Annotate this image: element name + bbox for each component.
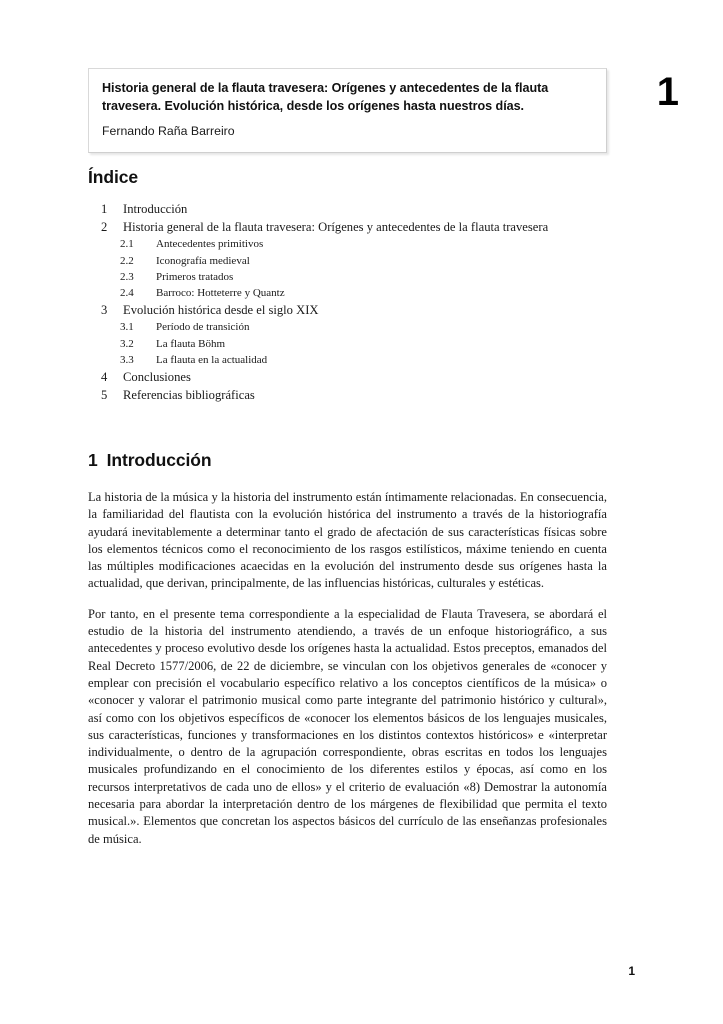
page-number: 1: [628, 964, 635, 978]
toc-entry-label: Período de transición: [156, 321, 250, 334]
toc-entry[interactable]: [88, 304, 608, 317]
section-body: [88, 489, 607, 848]
section-title: Introducción: [106, 450, 212, 470]
toc-entry[interactable]: [88, 389, 608, 402]
section-heading: [88, 450, 211, 471]
toc-entry-number: 3.3: [120, 353, 134, 366]
toc-entry[interactable]: [88, 239, 608, 250]
toc-entry-number: 5: [101, 388, 108, 403]
toc-entry-label: La flauta Böhm: [156, 337, 226, 350]
toc-entry[interactable]: [88, 203, 608, 216]
toc-entry-label: Barroco: Hotteterre y Quantz: [156, 286, 285, 299]
title-block: [88, 68, 607, 153]
toc-entry-number: 4: [101, 369, 108, 384]
toc-entry-number: 2: [101, 220, 108, 235]
toc-entry[interactable]: [88, 288, 608, 299]
toc-entry-label: La flauta en la actualidad: [156, 353, 268, 366]
toc-entry[interactable]: [88, 256, 608, 267]
toc-entry-label: Iconografía medieval: [156, 254, 250, 267]
toc-entry-label: Evolución histórica desde el siglo XIX: [123, 303, 319, 318]
body-paragraph: Por tanto, en el presente tema correspondiente a la especialidad de Flauta Travesera, se abordará el estudio de la historia del instrumento atendiendo, a través de un enfoque historiográfico, a sus antecedentes y proceso evolutivo desde los orígenes hasta la actualidad. Estos preceptos, emanados del Real Decreto 1577/2006, de 22 de diciembre, se vinculan con los objetivos generales de «conocer y emplear con precisión el vocabulario específico relativo a los conceptos científicos de la música» o «conocer y valorar el patrimonio musical como parte integrante del patrimonio histórico y cultural», así como con los objetivos específicos de «conocer los elementos básicos de los lenguajes musicales, sus características, funciones y transformaciones en los distintos contextos históricos» e «interpretar individualmente, o dentro de la agrupación correspondiente, obras escritas en todos los lenguajes musicales profundizando en el conocimiento de los diferentes estilos y épocas, así como en los recursos interpretativos de cada uno de ellos» y el criterio de evaluación «8) Demostrar la autonomía necesaria para abordar la interpretación dentro de los márgenes de flexibilidad que permita el texto musical.». Elementos que concretan los aspectos básicos del currículo de las enseñanzas profesionales de música.: [88, 606, 607, 846]
toc-entry[interactable]: [88, 355, 608, 366]
table-of-contents: [88, 203, 608, 407]
index-heading: Índice: [88, 167, 138, 187]
toc-entry[interactable]: [88, 272, 608, 283]
toc-entry-number: 3.2: [120, 337, 134, 350]
chapter-number: 1: [656, 70, 679, 114]
toc-entry-label: Introducción: [123, 202, 188, 216]
toc-entry[interactable]: [88, 371, 608, 384]
document-author: Fernando Raña Barreiro: [102, 124, 235, 139]
toc-entry-label: Conclusiones: [123, 369, 191, 384]
toc-entry-number: 2.2: [120, 254, 134, 267]
document-title: Historia general de la flauta travesera: Orígenes y antecedentes de la flauta travesera. Evolución histórica, desde los orígenes hasta nuestros días.: [102, 81, 549, 113]
body-paragraph: La historia de la música y la historia del instrumento están íntimamente relacionadas. En consecuencia, la familiaridad del flautista con la evolución histórica del instrumento a través de la historiografía ayudará inevitablemente a determinar tanto el grado de afectación de sus características físicas sobre los elementos técnicos como el reconocimiento de los rasgos estilísticos, máxime teniendo en cuenta las múltiples modificaciones acaecidas en la evolución del instrumento desde sus orígenes hasta la actualidad, que derivan, principalmente, de las influencias históricas, culturales y estéticas.: [88, 490, 607, 591]
toc-entry-number: 1: [101, 202, 108, 216]
toc-entry[interactable]: [88, 221, 608, 234]
toc-entry-label: Historia general de la flauta travesera: Orígenes y antecedentes de la flauta travesera: [123, 220, 549, 235]
toc-entry-label: Antecedentes primitivos: [156, 238, 264, 251]
toc-entry-label: Primeros tratados: [156, 270, 234, 283]
toc-entry[interactable]: [88, 322, 608, 333]
section-number: 1: [88, 450, 98, 470]
toc-entry-number: 2.1: [120, 238, 134, 251]
toc-entry[interactable]: [88, 339, 608, 350]
toc-entry-number: 2.4: [120, 286, 134, 299]
toc-entry-number: 2.3: [120, 270, 134, 283]
toc-entry-label: Referencias bibliográficas: [123, 388, 255, 403]
toc-entry-number: 3: [101, 303, 108, 318]
toc-entry-number: 3.1: [120, 321, 134, 334]
